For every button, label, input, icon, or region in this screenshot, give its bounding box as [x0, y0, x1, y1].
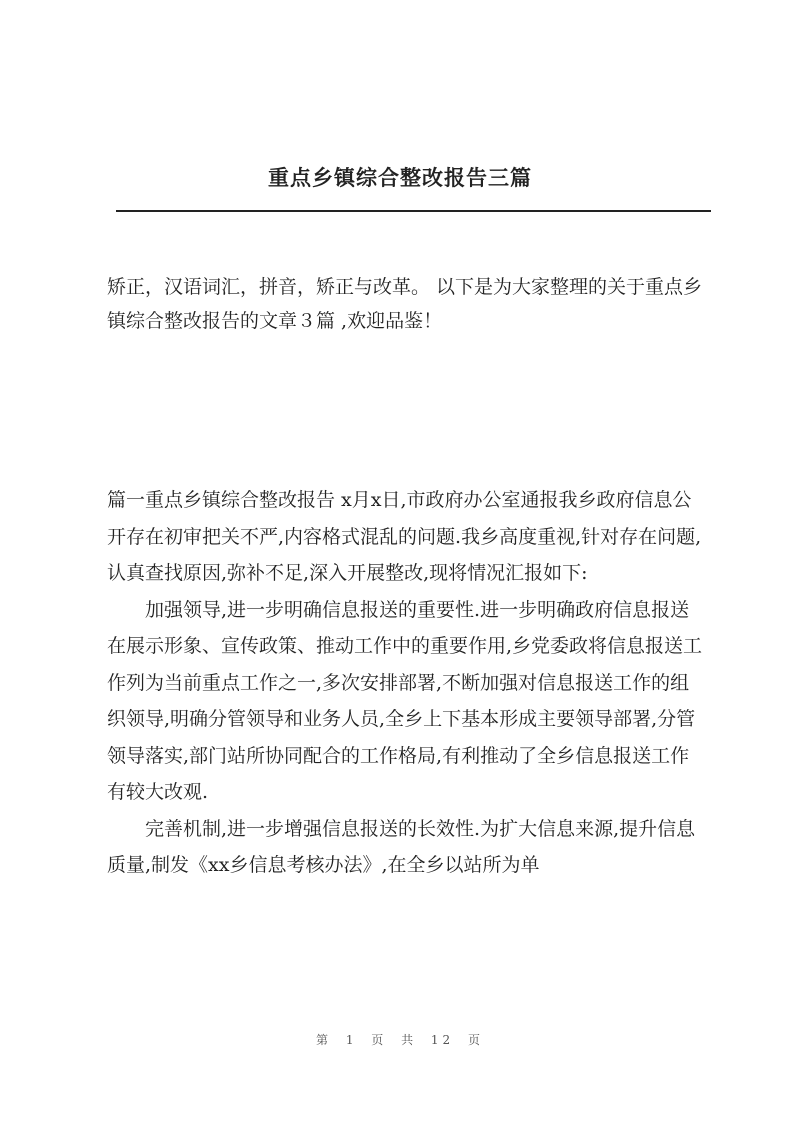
- paragraph-2: 加强领导,进一步明确信息报送的重要性.进一步明确政府信息报送在展示形象、宣传政策、推动工作中的重要作用,乡党委政将信息报送工作列为当前重点工作之一,多次安排部署,不断加强对信息报送工作的组织领导,明确分管领导和业务人员,全乡上下基本形成主要领导部署,分管领导落实,部门站所协同配合的工作格局,有利推动了全乡信息报送工作有较大改观.: [107, 598, 703, 803]
- intro-section: [107, 270, 707, 338]
- paragraph-1: 篇一重点乡镇综合整改报告 x月x日,市政府办公室通报我乡政府信息公开存在初审把关不严,内容格式混乱的问题.我乡高度重视,针对存在问题,认真查找原因,弥补不足,深入开展整改,现将情况汇报如下:: [107, 489, 702, 584]
- page-footer: 第 1 页 共 12 页: [316, 1033, 484, 1047]
- intro-paragraph: 矫正，汉语词汇，拼音，矫正与改革。 以下是为大家整理的关于重点乡镇综合整改报告的文章３篇 ,欢迎品鉴！: [107, 276, 703, 332]
- paragraph-3: 完善机制,进一步增强信息报送的长效性.为扩大信息来源,提升信息质量,制发《xx乡信息考核办法》,在全乡以站所为单: [107, 817, 696, 876]
- title-divider: [116, 210, 711, 212]
- body-section: [107, 482, 707, 884]
- document-title: 重点乡镇综合整改报告三篇: [268, 165, 532, 190]
